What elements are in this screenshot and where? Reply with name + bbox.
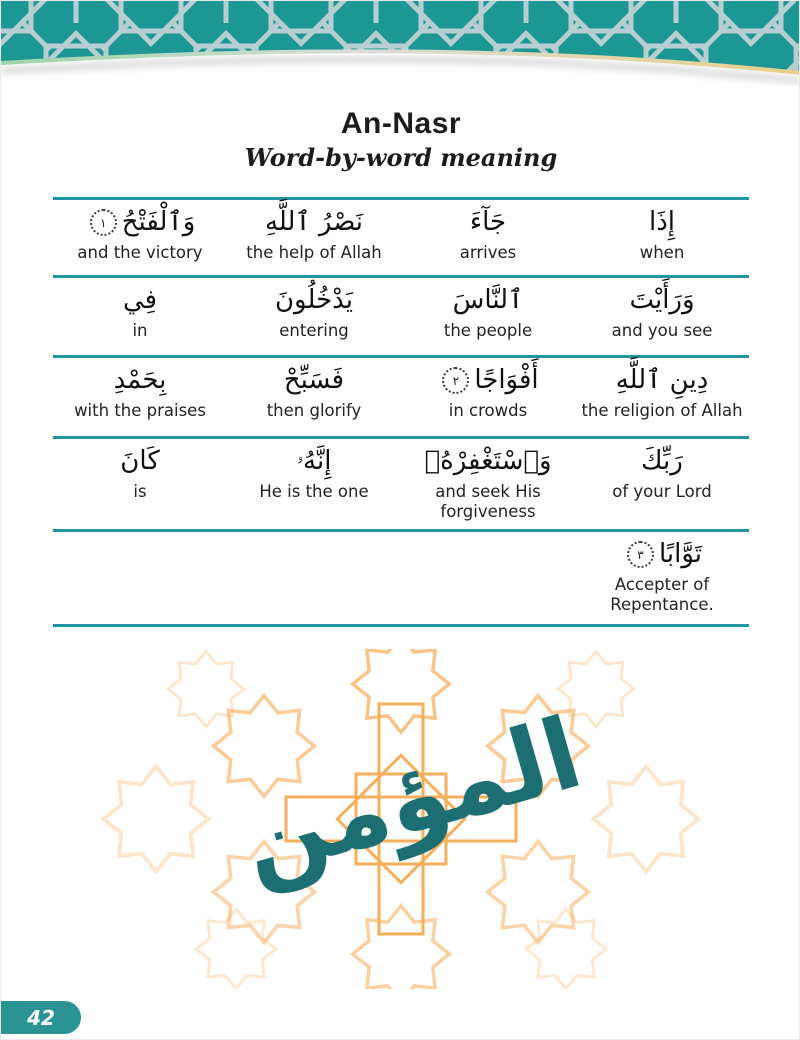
word-cell	[227, 358, 401, 427]
word-cell	[53, 200, 227, 269]
arabic-word	[57, 204, 223, 242]
arabic-text: فَسَبِّحْ	[283, 365, 345, 395]
english-meaning: of your Lord	[612, 481, 712, 501]
word-cell	[575, 358, 749, 427]
arabic-word	[405, 204, 571, 242]
arabic-text: تَوَّابًا	[658, 539, 703, 569]
english-meaning: then glorify	[266, 400, 362, 420]
word-cell	[53, 278, 227, 347]
word-cell	[401, 200, 575, 269]
page-number-badge	[1, 1001, 81, 1034]
arabic-text: بِحَمْدِ	[113, 365, 167, 395]
word-cell	[575, 439, 749, 508]
english-meaning: in crowds	[448, 400, 528, 420]
english-meaning: with the praises	[74, 400, 206, 420]
arabic-word	[579, 204, 745, 242]
arabic-text: جَآءَ	[469, 207, 507, 237]
english-meaning: is	[133, 481, 147, 501]
english-meaning: and seek His forgiveness	[435, 481, 541, 522]
arabic-word	[405, 362, 571, 400]
word-cell	[53, 358, 227, 427]
arabic-word	[57, 443, 223, 481]
arabic-text: كَانَ	[120, 446, 160, 476]
english-meaning: and you see	[611, 320, 713, 340]
arabic-text: أَفْوَاجًا	[474, 365, 539, 395]
english-meaning: He is the one	[259, 481, 369, 501]
table-row	[53, 197, 749, 275]
arabic-word	[405, 282, 571, 320]
arabic-word	[57, 362, 223, 400]
ayah-marker: ١	[90, 209, 117, 236]
word-cell	[227, 439, 401, 508]
arabic-word	[231, 282, 397, 320]
word-cell	[575, 532, 749, 622]
word-cell	[227, 278, 401, 347]
word-cell	[53, 439, 227, 508]
arabic-text: إِذَا	[648, 207, 676, 237]
surah-subtitle: Word-by-word meaning	[244, 143, 558, 172]
english-meaning: arrives	[459, 242, 517, 262]
arabic-word	[405, 443, 571, 481]
english-meaning: entering	[279, 320, 349, 340]
arabic-text: وَٱلْفَتْحُ	[121, 207, 196, 237]
word-cell	[401, 439, 575, 529]
arabic-word	[579, 282, 745, 320]
arabic-word	[231, 362, 397, 400]
title-block	[1, 101, 800, 172]
arabic-word	[231, 443, 397, 481]
word-cell	[401, 278, 575, 347]
arabic-text: وَٱسْتَغْفِرْهُۚ	[424, 446, 552, 476]
english-meaning: when	[639, 242, 685, 262]
ayah-marker: ٣	[627, 541, 654, 568]
word-by-word-table	[53, 197, 749, 627]
arabic-word	[231, 204, 397, 242]
english-meaning: the help of Allah	[246, 242, 382, 262]
word-cell	[401, 358, 575, 427]
arabic-text: فِي	[122, 285, 158, 315]
word-cell	[575, 278, 749, 347]
arabic-word	[57, 282, 223, 320]
english-meaning: Accepter of Repentance.	[610, 574, 714, 615]
word-cell	[227, 200, 401, 269]
ayah-marker: ٢	[442, 367, 469, 394]
english-meaning: and the victory	[77, 242, 203, 262]
arabic-text: نَصْرُ ٱللَّهِ	[264, 207, 364, 237]
english-meaning: the people	[443, 320, 533, 340]
arabic-text: إِنَّهُۥ	[296, 446, 332, 476]
arabic-text: وَرَأَيْتَ	[629, 285, 695, 315]
table-row	[53, 436, 749, 529]
arabic-word	[579, 362, 745, 400]
header-ornament	[1, 1, 800, 111]
arabic-word	[579, 443, 745, 481]
table-row	[53, 355, 749, 436]
calligraphy-al-mumin: المؤمن	[228, 696, 594, 902]
english-meaning: the religion of Allah	[581, 400, 743, 420]
arabic-text: يَدْخُلُونَ	[274, 285, 354, 315]
arabic-word	[579, 536, 745, 574]
surah-title: An-Nasr	[340, 107, 462, 140]
arabic-text: ٱلنَّاسَ	[452, 285, 524, 315]
word-cell	[575, 200, 749, 269]
page-number: 42	[27, 1005, 55, 1030]
table-row	[53, 529, 749, 624]
table-row	[53, 275, 749, 355]
arabic-text: رَبِّكَ	[641, 446, 683, 476]
english-meaning: in	[132, 320, 148, 340]
arabic-text: دِينِ ٱللَّهِ	[615, 365, 709, 395]
